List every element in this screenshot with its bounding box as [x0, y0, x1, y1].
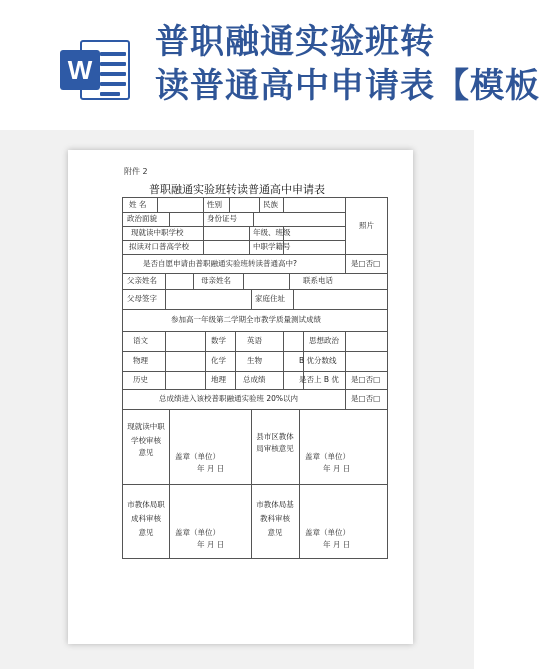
basic-seal: 盖章（单位）	[305, 528, 350, 537]
label-grade-class: 年级、班级	[253, 228, 291, 237]
basic-opinion-line3: 意见	[267, 528, 283, 537]
word-badge-letter: W	[60, 50, 100, 90]
subject-biology: 生物	[247, 356, 262, 365]
label-id-number: 身份证号	[207, 214, 237, 223]
application-form-table	[122, 197, 388, 559]
label-target-school: 拟读对口普高学校	[129, 242, 189, 251]
school-opinion-line1: 现就读中职	[127, 422, 165, 431]
subject-history: 历史	[133, 375, 148, 384]
voc-opinion-line2: 成科审核	[131, 514, 161, 523]
above-b-answer: 是□否□	[351, 375, 381, 384]
subject-english: 英语	[247, 336, 262, 345]
label-contact-phone: 联系电话	[303, 276, 333, 285]
basic-opinion-line1: 市教体局基	[256, 500, 294, 509]
label-father-name: 父亲姓名	[127, 276, 157, 285]
label-student-id: 中职学籍号	[253, 242, 291, 251]
voc-opinion-line1: 市教体局职	[127, 500, 165, 509]
label-above-b: 是否上 B 优	[299, 375, 339, 384]
total-rank-question: 总成绩进入该校普职融通实验班 20%以内	[159, 394, 299, 403]
banner-title-line1: 普职融通实验班转	[155, 22, 435, 62]
school-seal: 盖章（单位）	[175, 452, 220, 461]
subject-chinese: 语文	[133, 336, 148, 345]
county-seal: 盖章（单位）	[305, 452, 350, 461]
subject-math: 数学	[211, 336, 226, 345]
voc-date: 年 月 日	[197, 540, 225, 549]
word-document-icon	[60, 38, 132, 102]
willing-question: 是否自愿申请由普职融通实验班转读普通高中?	[143, 259, 297, 268]
willing-answer: 是□否□	[351, 259, 381, 268]
label-mother-name: 母亲姓名	[201, 276, 231, 285]
label-name: 姓 名	[129, 200, 147, 209]
banner-title	[155, 20, 540, 108]
subject-physics: 物理	[133, 356, 148, 365]
label-current-school: 现就读中职学校	[131, 228, 184, 237]
label-gender: 性别	[207, 200, 222, 209]
voc-seal: 盖章（单位）	[175, 528, 220, 537]
label-photo: 照片	[359, 221, 374, 230]
label-b-rate-line: B 优分数线	[299, 356, 337, 365]
voc-opinion-line3: 意见	[138, 528, 154, 537]
county-opinion-line2: 局审核意见	[256, 444, 294, 453]
total-rank-answer: 是□否□	[351, 394, 381, 403]
school-opinion-line2: 学校审核	[131, 436, 161, 445]
county-date: 年 月 日	[323, 464, 351, 473]
label-total-score: 总成绩	[243, 375, 266, 384]
label-parent-signature: 父母签字	[127, 294, 157, 303]
form-title: 普职融通实验班转读普通高中申请表	[149, 183, 325, 196]
label-home-address: 家庭住址	[255, 294, 285, 303]
school-date: 年 月 日	[197, 464, 225, 473]
banner-title-line2: 读普通高中申请表【模板	[155, 66, 540, 106]
subject-geography: 地理	[211, 375, 226, 384]
basic-date: 年 月 日	[323, 540, 351, 549]
subject-chemistry: 化学	[211, 356, 226, 365]
label-ethnicity: 民族	[263, 200, 278, 209]
basic-opinion-line2: 教科审核	[260, 514, 290, 523]
label-political-status: 政治面貌	[127, 214, 157, 223]
county-opinion-line1: 县市区教体	[256, 432, 294, 441]
document-banner	[0, 0, 540, 130]
subject-politics: 思想政治	[309, 336, 339, 345]
annex-label: 附件 2	[124, 167, 148, 176]
exam-section-title: 参加高一年级第二学期全市教学质量测试成绩	[171, 315, 321, 324]
school-opinion-line3: 意见	[138, 448, 154, 457]
